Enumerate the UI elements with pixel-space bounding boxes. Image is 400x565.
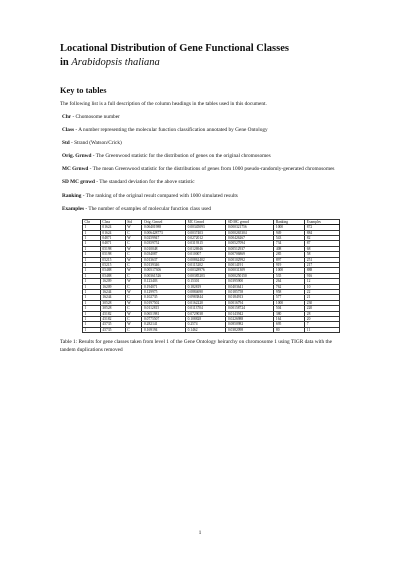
table-cell: 916 xyxy=(305,273,340,278)
table-cell: 1000 xyxy=(274,225,305,230)
table-cell: 0.0113704 xyxy=(186,306,226,311)
table-cell: 0.00328976 xyxy=(186,268,226,273)
table-cell: 45735 xyxy=(100,327,125,332)
table-cell: 21 xyxy=(305,295,340,300)
table-cell: 1 xyxy=(83,241,101,246)
table-cell: 577 xyxy=(274,295,305,300)
table-cell: 16244 xyxy=(100,290,125,295)
table-cell: W xyxy=(125,225,142,230)
table-cell: 05488 xyxy=(100,268,125,273)
table-cell: 0.000250150 xyxy=(226,273,274,278)
table-cell: 695 xyxy=(274,322,305,327)
table-cell: 0.000265304 xyxy=(226,230,274,235)
definition-term: Std xyxy=(62,140,70,147)
table-cell: 05488 xyxy=(100,273,125,278)
table-cell: C xyxy=(125,230,142,235)
table-header-cell: MC Grnwd xyxy=(186,219,226,224)
table-cell: 380 xyxy=(274,311,305,316)
table-cell: 30528 xyxy=(100,306,125,311)
table-cell: C xyxy=(125,252,142,257)
definition-item xyxy=(60,179,345,187)
definition-text: - A number representing the molecular function classification annotated by Gene Ontology xyxy=(74,127,268,134)
table-cell: 0.102735 xyxy=(142,295,186,300)
table-cell: 0.0403641 xyxy=(226,284,274,289)
table-cell: 543 xyxy=(274,235,305,240)
table-header-cell: Std xyxy=(125,219,142,224)
table-cell: 0.0319315 xyxy=(186,241,226,246)
table-cell: 1 xyxy=(83,322,101,327)
table-cell: 0.1462 xyxy=(186,327,226,332)
table-cell: 0.00345093 xyxy=(186,225,226,230)
document-title xyxy=(60,42,345,70)
page-number: 1 xyxy=(198,530,202,536)
table-cell: 0.010007 xyxy=(186,252,226,257)
table-cell: 05198 xyxy=(100,246,125,251)
table-cell: 0.010048 xyxy=(142,246,186,251)
table-cell: 0.182819 xyxy=(186,284,226,289)
table-header-cell: SD MC grnwd xyxy=(226,219,274,224)
title-line-2-prefix: in xyxy=(60,57,72,68)
table-cell: 1000 xyxy=(274,300,305,305)
table-cell: 28 xyxy=(305,311,340,316)
table-cell: C xyxy=(125,317,142,322)
table-cell: 0.000321756 xyxy=(226,225,274,230)
table-cell: 0.0395900 xyxy=(226,279,274,284)
table-cell: 1000 xyxy=(274,268,305,273)
table-cell: 0.00158724 xyxy=(226,306,274,311)
table-cell: 0.194071 xyxy=(142,284,186,289)
table-cell: 22 xyxy=(305,290,340,295)
table-cell: 762 xyxy=(274,284,305,289)
table-cell: 0.0016794 xyxy=(226,300,274,305)
table-cell: 734 xyxy=(274,241,305,246)
table-cell: 0.0729038 xyxy=(186,311,226,316)
table-cell: 7 xyxy=(305,322,340,327)
definition-term: Class xyxy=(62,127,75,134)
definition-text: - Strand (Watson/Crick) xyxy=(69,140,122,147)
table-cell: 0.15301 xyxy=(186,279,226,284)
table-cell: 872 xyxy=(305,225,340,230)
table-cell: 264 xyxy=(274,279,305,284)
definition-term: Ranking xyxy=(62,192,82,199)
table-cell: 68 xyxy=(305,246,340,251)
table-cell: 888 xyxy=(305,268,340,273)
table-cell: 45182 xyxy=(100,311,125,316)
table-cell: 1 xyxy=(83,235,101,240)
table-cell: 0.0126946 xyxy=(186,246,226,251)
table-cell: W xyxy=(125,246,142,251)
table-cell: W xyxy=(125,268,142,273)
table-cell: 0.0143942 xyxy=(226,311,274,316)
table-cell: C xyxy=(125,241,142,246)
table-cell: 164 xyxy=(274,317,305,322)
table-cell: 1 xyxy=(83,284,101,289)
definitions-list xyxy=(60,114,345,213)
definition-text: - Chomosome number xyxy=(71,114,120,120)
table-cell: 82 xyxy=(305,235,340,240)
table-cell: 0.2574 xyxy=(186,322,226,327)
table-cell: 1 xyxy=(83,300,101,305)
table-cell: 0.129975 xyxy=(142,290,186,295)
table-cell: 949 xyxy=(274,230,305,235)
table-cell: 504 xyxy=(274,306,305,311)
table-cell: 0.0226988 xyxy=(226,317,274,322)
table-cell: 1 xyxy=(83,317,101,322)
table-cell: 0.0259947 xyxy=(142,235,186,240)
table-cell: 408 xyxy=(274,246,305,251)
table-cell: 0.00031309 xyxy=(226,268,274,273)
table-cell: W xyxy=(125,257,142,262)
definition-item xyxy=(60,114,345,122)
table-cell: W xyxy=(125,311,142,316)
definition-term: MC Grnwd xyxy=(62,166,89,173)
title-line-1: Locational Distribution of Gene Functional Classes xyxy=(60,43,289,54)
title-species: Arabidopsis thaliana xyxy=(71,57,160,68)
table-cell: 04871 xyxy=(100,235,125,240)
results-table xyxy=(82,219,340,334)
table-cell: 0.0184913 xyxy=(226,295,274,300)
table-cell: 12 xyxy=(305,279,340,284)
table-cell: 0.00512937 xyxy=(226,246,274,251)
table-cell: 1 xyxy=(83,263,101,268)
definition-term: SD MC grnwd xyxy=(62,179,95,186)
table-cell: 1 xyxy=(83,279,101,284)
definition-item xyxy=(60,153,345,161)
table-cell: W xyxy=(125,290,142,295)
table-cell: 0.0359752 xyxy=(142,241,186,246)
table-cell: 16209 xyxy=(100,279,125,284)
table-cell: 0.108828 xyxy=(186,317,226,322)
table-cell: 535 xyxy=(274,273,305,278)
table-cell: 16209 xyxy=(100,284,125,289)
table-cell: 0.00102992 xyxy=(226,257,274,262)
table-cell: W xyxy=(125,300,142,305)
table-cell: 0.0775507 xyxy=(142,317,186,322)
table-cell: 1 xyxy=(83,230,101,235)
table-cell: C xyxy=(125,263,142,268)
definition-item xyxy=(60,166,345,174)
table-cell: 0.169194 xyxy=(142,327,186,332)
table-cell: 0.123403 xyxy=(142,279,186,284)
table-header-cell: Class xyxy=(100,219,125,224)
table-cell: 16244 xyxy=(100,295,125,300)
definition-text: - The mean Greenwood statistic for the distributions of genes from 1000 pseudo-randomly-generated chromosomes xyxy=(88,166,335,173)
table-cell: 0.0162220 xyxy=(186,300,226,305)
table-cell: 0.0037403 xyxy=(186,230,226,235)
table-cell: 0.0139346 xyxy=(142,263,186,268)
table-cell: W xyxy=(125,322,142,327)
table-cell: 0.0197502 xyxy=(142,300,186,305)
table-cell: 0.013637 xyxy=(142,257,186,262)
table-cell: 20 xyxy=(305,317,340,322)
definition-text: - The number of examples of molecular function class used xyxy=(84,205,212,212)
table-cell: 919 xyxy=(274,263,305,268)
table-cell: 285 xyxy=(274,252,305,257)
definition-term: Chr xyxy=(62,114,72,120)
table-cell: 01624 xyxy=(100,225,125,230)
table-header-cell: Orig. Grnwd xyxy=(142,219,186,224)
definition-text: - The ranking of the original result compared with 1000 simulated results xyxy=(81,192,238,199)
table-cell: 884 xyxy=(305,230,340,235)
table-cell: 05215 xyxy=(100,263,125,268)
table-cell: 30528 xyxy=(100,300,125,305)
table-cell: W xyxy=(125,279,142,284)
table-cell: 1 xyxy=(83,257,101,262)
table-cell: 217 xyxy=(305,263,340,268)
definition-item xyxy=(60,206,345,214)
table-cell: 80 xyxy=(274,327,305,332)
table-cell: 1 xyxy=(83,225,101,230)
table-cell: 0.0014191 xyxy=(226,263,274,268)
table-cell: C xyxy=(125,306,142,311)
table-cell: 1 xyxy=(83,252,101,257)
table-cell: 10 xyxy=(305,284,340,289)
table-cell: 11 xyxy=(305,327,340,332)
table-cell: 0.00361526 xyxy=(142,273,186,278)
table-cell: 0.0272012 xyxy=(186,235,226,240)
table-cell: W xyxy=(125,235,142,240)
table-cell: 1 xyxy=(83,295,101,300)
table-cell: 45735 xyxy=(100,322,125,327)
table-cell: 0.00862402 xyxy=(186,257,226,262)
table-cell: 1 xyxy=(83,290,101,295)
table-cell: 1 xyxy=(83,311,101,316)
definition-item xyxy=(60,140,345,148)
table-cell: 220 xyxy=(305,306,340,311)
definition-text: - The Greenwood statistic for the distribution of genes on the original chromosomes xyxy=(91,153,271,160)
results-table-wrapper xyxy=(82,219,340,334)
table-cell: 58 xyxy=(305,252,340,257)
document-page xyxy=(60,42,345,354)
table-cell: C xyxy=(125,273,142,278)
table-cell: 0.00527094 xyxy=(226,241,274,246)
table-cell: 1 xyxy=(83,273,101,278)
table-cell: 04871 xyxy=(100,241,125,246)
table-cell: 1 xyxy=(83,306,101,311)
table-cell: 0.00426267 xyxy=(226,235,274,240)
table-cell: C xyxy=(125,327,142,332)
definition-item xyxy=(60,193,345,201)
table-cell: 0.00706869 xyxy=(226,252,274,257)
table-cell: 0.00517306 xyxy=(142,268,186,273)
table-cell: 05215 xyxy=(100,257,125,262)
table-cell: 1 xyxy=(83,268,101,273)
table-body xyxy=(83,225,340,333)
definition-text: - The standard deviation for the above statistic xyxy=(94,179,195,186)
table-cell: 251 xyxy=(305,257,340,262)
table-cell: 0.282141 xyxy=(142,322,186,327)
table-caption: Table 1: Results for gene classes taken from level 1 of the Gene Ontology heirarchy on chromosome 1 using TIGR data with the tandem duplications removed xyxy=(60,339,332,354)
definition-term: Orig. Grnwd xyxy=(62,153,92,160)
table-cell: 230 xyxy=(305,300,340,305)
intro-paragraph: The following list is a full description of the column headings in the tables used in this document. xyxy=(60,101,267,107)
table-header-cell: Chr xyxy=(83,219,101,224)
table-cell: 0.0112815 xyxy=(142,306,186,311)
table-cell: 0.0185758 xyxy=(226,290,274,295)
table-cell: C xyxy=(125,295,142,300)
table-cell: 897 xyxy=(274,257,305,262)
table-header-cell: Ranking xyxy=(274,219,305,224)
table-cell: 958 xyxy=(274,290,305,295)
definition-item xyxy=(60,127,345,135)
table-cell: 0.0983844 xyxy=(186,295,226,300)
table-cell: 0.0884690 xyxy=(186,290,226,295)
table-cell: 0.006428773 xyxy=(142,230,186,235)
table-cell: 0.00385203 xyxy=(186,273,226,278)
table-cell: 05198 xyxy=(100,252,125,257)
table-cell: 45182 xyxy=(100,317,125,322)
table-row xyxy=(83,327,340,332)
table-header-cell: Examples xyxy=(305,219,340,224)
table-cell: 0.0115202 xyxy=(186,263,226,268)
table-cell: 01624 xyxy=(100,230,125,235)
table-cell: 1 xyxy=(83,246,101,251)
section-heading: Key to tables xyxy=(60,86,107,95)
table-cell: 0.0651981 xyxy=(142,311,186,316)
table-cell: 0.0850982 xyxy=(226,322,274,327)
definition-term: Examples xyxy=(62,205,85,212)
table-cell: 1 xyxy=(83,327,101,332)
table-cell: 0.06401988 xyxy=(142,225,186,230)
table-cell: 87 xyxy=(305,241,340,246)
table-cell: 0.034087 xyxy=(142,252,186,257)
table-cell: 0.0382098 xyxy=(226,327,274,332)
table-cell: C xyxy=(125,284,142,289)
